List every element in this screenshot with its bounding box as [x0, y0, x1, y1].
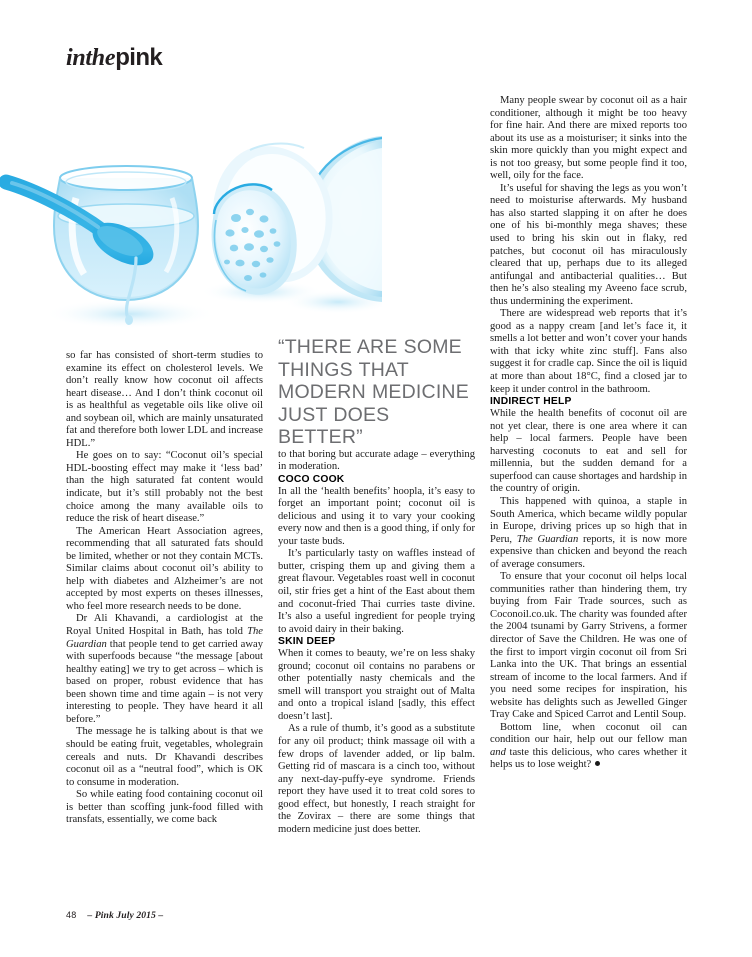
paragraph-text: Dr Ali Khavandi, a cardiologist at the Royal United Hospital in Bath, has told The Guardian that people tend to get carried away with superfoods because “the message [about healthy eating] we try to get across – which is based on proper, robust evidence that has been shown time and time again – is not very interesting to people. They have heard it all before.”	[66, 613, 263, 725]
paragraph: so far has consisted of short-term studies to examine its effect on cholesterol levels. We don’t really know how coconut oil affects heart disease… And I don’t think coconut oil is as healthful as vegetable oils like olive oil and soybean oil, which are mainly unsaturated fat and therefore both lower LDL and increase HDL.”	[66, 350, 263, 449]
paragraph-final	[490, 722, 687, 772]
subheading-coco-cook: COCO COOK	[278, 473, 345, 485]
paragraph: While the health benefits of coconut oil are not yet clear, there is one area where it can help – local farmers. People have been harvesting coconuts to eat and sell for millennia, but the sudden demand for a superfood can cause shortages and hardship in the country of origin.	[490, 408, 687, 495]
column-right	[490, 95, 687, 772]
paragraph: The message he is talking about is that we should be eating fruit, vegetables, wholegrain cereals and nuts. Dr Khavandi describes coconut oil as a “neutral food”, which is OK to consume in moderation.	[66, 726, 263, 788]
subheading-skin-deep: SKIN DEEP	[278, 636, 336, 648]
end-mark-icon	[595, 761, 600, 766]
column-middle	[278, 336, 475, 836]
coconut-oil-photo	[0, 86, 382, 334]
paragraph: As a rule of thumb, it’s good as a substitute for any oil product; think massage oil with a few drops of lavender added, or lip balm. Getting rid of mascara is a cinch too, without any next-day-puffy-eye syndrome. Friends report they have used it to treat cold sores to good effect, but honestly, I reach straight for the Zovirax – there are some things that modern medicine just does better.	[278, 723, 475, 835]
paragraph: to that boring but accurate adage – everything in moderation.	[278, 448, 475, 473]
issue-line: – Pink July 2015 –	[87, 910, 164, 921]
paragraph: There are widespread web reports that it’s good as a nappy cream [and let’s face it, it smells a lot better and won’t cover your hands with that icky white zinc stuff]. Fans also suggest it for cradle cap. Since the oil is liquid at more than about 18°C, find a closed jar to keep it under control in the bathroom.	[490, 308, 687, 395]
paragraph: So while eating food containing coconut oil is better than scoffing junk-food filled with transfats, essentially, we come back	[66, 789, 263, 826]
paragraph	[66, 613, 263, 726]
paragraph-text: Bottom line, when coconut oil can condition our hair, help out our fellow man and taste this delicious, who cares whether it helps us to lose weight?	[490, 721, 687, 771]
paragraph: This happened with quinoa, a staple in South America, which became wildly popular in Europe, driving prices up so high that in Peru, The Guardian reports, it is now more expensive than chicken and beyond the reach of average consumers.	[490, 495, 687, 570]
page-footer	[66, 905, 163, 923]
masthead	[66, 44, 162, 72]
paragraph: Many people swear by coconut oil as a hair conditioner, although it might be too heavy for fine hair. And there are mixed reports too about its use as a moisturiser; it sinks into the skin more quickly than you might expect and is not too greasy, but some people find it too, well, oily for the face.	[490, 95, 687, 182]
page-number: 48	[66, 910, 77, 920]
paragraph: In all the ‘health benefits’ hoopla, it’s easy to forget an important point; coconut oil is delicious and using it to vary your cooking every now and then is a good thing, if only for your taste buds.	[278, 485, 475, 547]
paragraph: He goes on to say: “Coconut oil’s special HDL-boosting effect may make it ‘less bad’ than the high saturated fat content would indicate, but it’s still probably not the best choice among the many available oils to reduce the risk of heart disease.”	[66, 450, 263, 525]
paragraph: The American Heart Association agrees, recommending that all saturated fats should be limited, whether or not they contain MCTs. Similar claims about coconut oil’s ability to help with diabetes and Alzheimer’s are not accepted by most experts on theses illnesses, who feel more research needs to be done.	[66, 525, 263, 612]
subheading-indirect-help: INDIRECT HELP	[490, 396, 572, 408]
paragraph: It’s particularly tasty on waffles instead of butter, crisping them up and giving them a great flavour. Vegetables roast well in coconut oil, stir fries get a hint of the East about them and coconut-fried Thai curries taste divine. It’s also a useful ingredient for people trying to avoid dairy in their baking.	[278, 548, 475, 635]
paragraph: It’s useful for shaving the legs as you won’t need to moisturise afterwards. My husband has also started slapping it on after he does one of his bi-monthly mega shaves; these used to bring his skin out in flaky, red patches, but coconut oil has miraculously cleared that up, perhaps due to its alleged antifungal and antibacterial qualities… But then he’s also stealing my Aveeno face scrub, thus undermining the experiment.	[490, 182, 687, 307]
paragraph: To ensure that your coconut oil helps local communities rather than hindering them, try buying from Fair Trade sources, such as Coconoil.co.uk. The charity was founded after the 2004 tsunami by Garry Strivens, a former director of Save the Children. He was one of the first to import virgin coconut oil from Sri Lanka into the UK. That brings an essential stream of income to the local farmers. And if you need some recipes for inspiration, his website has delights such as Jewelled Ginger Tray Cake and Spiced Carrot and Lentil Soup.	[490, 571, 687, 721]
pull-quote: “THERE ARE SOME THINGS THAT MODERN MEDICINE JUST DOES BETTER”	[278, 336, 469, 448]
column-left	[66, 350, 263, 827]
masthead-bold-part: pink	[115, 44, 163, 71]
paragraph: When it comes to beauty, we’re on less shaky ground; coconut oil contains no parabens or other potentially nasty chemicals and the smell will transport you straight out of Malta and onto a tropical island [sadly, this effect doesn’t last].	[278, 648, 475, 722]
coconut-oil-illustration	[0, 86, 382, 334]
masthead-italic-part: inthe	[66, 45, 116, 71]
